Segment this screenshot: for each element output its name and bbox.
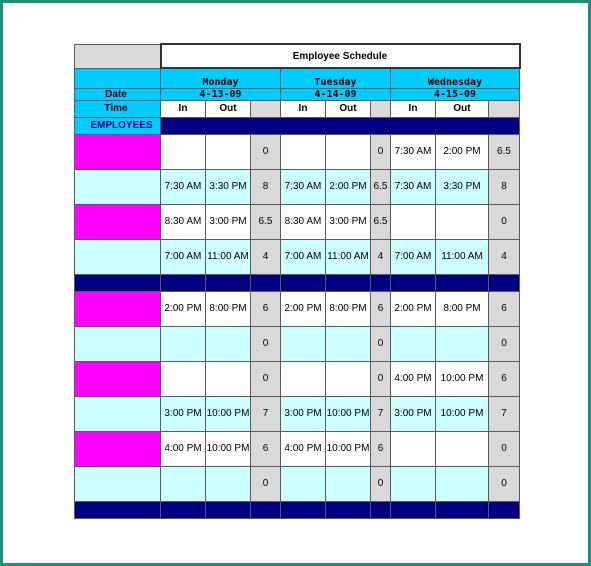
separator-cell <box>371 501 391 518</box>
employee-name-cell[interactable] <box>75 291 161 326</box>
schedule-table <box>74 43 521 519</box>
time-in-cell[interactable]: 2:00 PM <box>391 291 436 326</box>
time-out-cell[interactable]: 11:00 AM <box>326 239 371 274</box>
time-in-cell[interactable] <box>281 361 326 396</box>
employee-row <box>75 204 520 239</box>
hours-cell: 0 <box>489 466 520 501</box>
time-in-cell[interactable]: 7:00 AM <box>161 239 206 274</box>
hours-header <box>251 100 281 117</box>
hours-cell: 6 <box>489 291 520 326</box>
hours-cell: 7 <box>371 396 391 431</box>
hours-cell: 6.5 <box>251 204 281 239</box>
time-out-cell[interactable]: 11:00 AM <box>206 239 251 274</box>
time-out-cell[interactable] <box>326 134 371 169</box>
employee-name-cell[interactable] <box>75 134 161 169</box>
time-in-cell[interactable]: 7:30 AM <box>161 169 206 204</box>
hours-cell: 4 <box>489 239 520 274</box>
time-in-cell[interactable]: 3:00 PM <box>391 396 436 431</box>
time-in-cell[interactable] <box>161 361 206 396</box>
page-title: Employee Schedule <box>161 44 520 68</box>
hours-cell: 6 <box>489 361 520 396</box>
time-out-cell[interactable]: 3:00 PM <box>206 204 251 239</box>
date-label: Date <box>75 88 161 100</box>
corner-cell <box>75 44 161 68</box>
time-out-cell[interactable]: 10:00 PM <box>206 431 251 466</box>
separator-cell <box>75 274 161 291</box>
separator-cell <box>251 274 281 291</box>
time-out-cell[interactable]: 10:00 PM <box>206 396 251 431</box>
out-header: Out <box>206 100 251 117</box>
separator-cell <box>206 501 251 518</box>
time-in-cell[interactable] <box>391 326 436 361</box>
hours-cell: 6 <box>251 291 281 326</box>
time-in-cell[interactable]: 7:30 AM <box>391 134 436 169</box>
time-in-cell[interactable] <box>391 204 436 239</box>
time-in-cell[interactable] <box>281 466 326 501</box>
hours-header <box>489 100 520 117</box>
separator-row <box>75 501 520 518</box>
time-in-cell[interactable]: 4:00 PM <box>391 361 436 396</box>
employee-name-cell[interactable] <box>75 204 161 239</box>
day-name-wednesday: Wednesday <box>391 68 520 88</box>
separator-cell <box>326 274 371 291</box>
hours-cell: 0 <box>371 134 391 169</box>
employees-header: EMPLOYEES <box>75 117 161 134</box>
hours-cell: 4 <box>371 239 391 274</box>
day-name-tuesday: Tuesday <box>281 68 391 88</box>
time-out-cell[interactable]: 10:00 PM <box>436 396 489 431</box>
employee-row <box>75 239 520 274</box>
separator-cell <box>489 274 520 291</box>
hours-cell: 7 <box>489 396 520 431</box>
time-in-cell[interactable] <box>281 326 326 361</box>
time-out-cell[interactable]: 3:30 PM <box>436 169 489 204</box>
employee-row <box>75 326 520 361</box>
hours-cell: 0 <box>251 466 281 501</box>
hours-cell: 6.5 <box>489 134 520 169</box>
time-out-cell[interactable]: 3:00 PM <box>326 204 371 239</box>
hours-cell: 0 <box>371 466 391 501</box>
time-in-cell[interactable]: 4:00 PM <box>281 431 326 466</box>
employee-name-cell[interactable] <box>75 361 161 396</box>
hours-cell: 8 <box>251 169 281 204</box>
day-date-monday: 4-13-09 <box>161 88 281 100</box>
employee-name-cell[interactable] <box>75 396 161 431</box>
separator-cell <box>281 274 326 291</box>
employee-row <box>75 466 520 501</box>
hours-cell: 6 <box>371 291 391 326</box>
separator-cell <box>326 501 371 518</box>
time-in-cell[interactable]: 7:00 AM <box>391 239 436 274</box>
hours-cell: 0 <box>251 134 281 169</box>
hours-cell: 6 <box>371 431 391 466</box>
time-in-cell[interactable] <box>161 134 206 169</box>
employees-header-bar <box>161 117 520 134</box>
separator-cell <box>281 501 326 518</box>
employee-name-cell[interactable] <box>75 169 161 204</box>
hours-header <box>371 100 391 117</box>
employee-row <box>75 361 520 396</box>
hours-cell: 0 <box>489 431 520 466</box>
in-header: In <box>391 100 436 117</box>
time-out-cell[interactable]: 10:00 PM <box>436 361 489 396</box>
time-out-cell[interactable] <box>436 326 489 361</box>
separator-cell <box>371 274 391 291</box>
header-blank <box>75 68 161 88</box>
separator-cell <box>436 501 489 518</box>
time-in-cell[interactable]: 4:00 PM <box>161 431 206 466</box>
hours-cell: 6 <box>251 431 281 466</box>
time-in-cell[interactable] <box>161 326 206 361</box>
time-out-cell[interactable]: 11:00 AM <box>436 239 489 274</box>
day-date-wednesday: 4-15-09 <box>391 88 520 100</box>
separator-cell <box>489 501 520 518</box>
time-out-cell[interactable]: 10:00 PM <box>326 396 371 431</box>
time-out-cell[interactable]: 10:00 PM <box>326 431 371 466</box>
separator-row <box>75 274 520 291</box>
time-out-cell[interactable] <box>326 466 371 501</box>
time-out-cell[interactable] <box>206 466 251 501</box>
time-out-cell[interactable]: 2:00 PM <box>326 169 371 204</box>
in-header: In <box>161 100 206 117</box>
employee-row <box>75 431 520 466</box>
time-out-cell[interactable] <box>206 361 251 396</box>
time-in-cell[interactable] <box>391 431 436 466</box>
employee-row <box>75 396 520 431</box>
time-label: Time <box>75 100 161 117</box>
hours-cell: 6.5 <box>371 204 391 239</box>
time-in-cell[interactable]: 3:00 PM <box>161 396 206 431</box>
hours-cell: 0 <box>251 326 281 361</box>
employee-name-cell[interactable] <box>75 239 161 274</box>
time-in-cell[interactable] <box>161 466 206 501</box>
time-out-cell[interactable] <box>206 326 251 361</box>
hours-cell: 8 <box>489 169 520 204</box>
time-in-cell[interactable]: 7:00 AM <box>281 239 326 274</box>
time-in-cell[interactable]: 3:00 PM <box>281 396 326 431</box>
time-in-cell[interactable]: 7:30 AM <box>391 169 436 204</box>
employee-row <box>75 291 520 326</box>
time-out-cell[interactable]: 3:30 PM <box>206 169 251 204</box>
time-in-cell[interactable]: 2:00 PM <box>281 291 326 326</box>
hours-cell: 0 <box>251 361 281 396</box>
time-in-cell[interactable]: 8:30 AM <box>161 204 206 239</box>
separator-cell <box>391 274 436 291</box>
employee-row <box>75 169 520 204</box>
time-out-cell[interactable] <box>206 134 251 169</box>
time-in-cell[interactable]: 8:30 AM <box>281 204 326 239</box>
employee-name-cell[interactable] <box>75 466 161 501</box>
day-date-tuesday: 4-14-09 <box>281 88 391 100</box>
time-out-cell[interactable]: 8:00 PM <box>436 291 489 326</box>
time-out-cell[interactable] <box>436 431 489 466</box>
separator-cell <box>75 501 161 518</box>
time-out-cell[interactable] <box>326 326 371 361</box>
time-out-cell[interactable]: 8:00 PM <box>206 291 251 326</box>
time-out-cell[interactable] <box>436 204 489 239</box>
separator-cell <box>436 274 489 291</box>
hours-cell: 0 <box>371 326 391 361</box>
time-out-cell[interactable] <box>326 361 371 396</box>
separator-cell <box>161 274 206 291</box>
separator-cell <box>391 501 436 518</box>
separator-cell <box>161 501 206 518</box>
separator-cell <box>251 501 281 518</box>
time-in-cell[interactable] <box>281 134 326 169</box>
day-name-monday: Monday <box>161 68 281 88</box>
in-header: In <box>281 100 326 117</box>
employee-name-cell[interactable] <box>75 431 161 466</box>
out-header: Out <box>436 100 489 117</box>
time-in-cell[interactable]: 7:30 AM <box>281 169 326 204</box>
separator-cell <box>206 274 251 291</box>
time-out-cell[interactable]: 8:00 PM <box>326 291 371 326</box>
hours-cell: 6.5 <box>371 169 391 204</box>
hours-cell: 4 <box>251 239 281 274</box>
time-out-cell[interactable]: 2:00 PM <box>436 134 489 169</box>
hours-cell: 7 <box>251 396 281 431</box>
out-header: Out <box>326 100 371 117</box>
employee-row <box>75 134 520 169</box>
time-out-cell[interactable] <box>436 466 489 501</box>
employee-name-cell[interactable] <box>75 326 161 361</box>
time-in-cell[interactable]: 2:00 PM <box>161 291 206 326</box>
hours-cell: 0 <box>371 361 391 396</box>
hours-cell: 0 <box>489 326 520 361</box>
time-in-cell[interactable] <box>391 466 436 501</box>
hours-cell: 0 <box>489 204 520 239</box>
